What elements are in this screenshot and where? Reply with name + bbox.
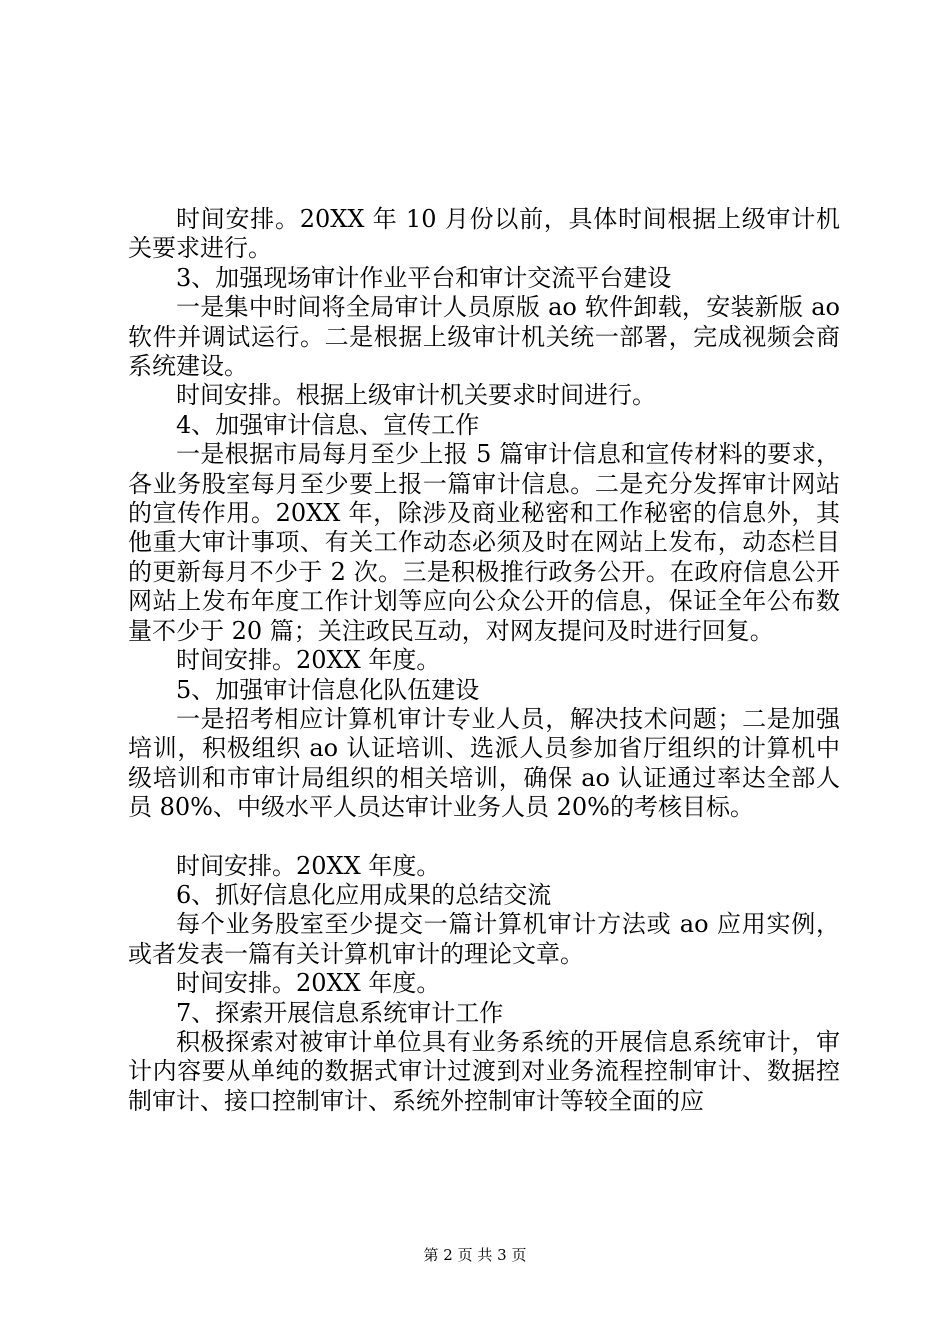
paragraph-gap [128, 823, 840, 852]
paragraph: 时间安排。20XX 年度。 [176, 851, 441, 880]
section-heading: 5、加强审计信息化队伍建设 [176, 675, 480, 704]
page-footer: 第 2 页 共 3 页 [423, 1246, 527, 1264]
paragraph: 一是集中时间将全局审计人员原版 ao 软件卸载，安装新版 ao 软件并调试运行。二是根据上级审计机关统一部署，完成视频会商系统建设。 [128, 293, 840, 381]
paragraph: 时间安排。根据上级审计机关要求时间进行。 [176, 381, 656, 410]
section-heading: 3、加强现场审计作业平台和审计交流平台建设 [176, 263, 672, 292]
section-heading: 7、探索开展信息系统审计工作 [176, 998, 504, 1027]
section-heading: 6、抓好信息化应用成果的总结交流 [176, 880, 552, 909]
paragraph: 积极探索对被审计单位具有业务系统的开展信息系统审计，审计内容要从单纯的数据式审计过渡到对业务流程控制审计、数据控制审计、接口控制审计、系统外控制审计等较全面的应 [128, 1027, 840, 1115]
paragraph: 每个业务股室至少提交一篇计算机审计方法或 ao 应用实例，或者发表一篇有关计算机审计的理论文章。 [128, 910, 840, 968]
paragraph: 一是招考相应计算机审计专业人员，解决技术问题；二是加强培训，积极组织 ao 认证培训、选派人员参加省厅组织的计算机中级培训和市审计局组织的相关培训，确保 ao 认证通过率达全部人员 80%、中级水平人员达审计业务人员 20%的考核目标。 [128, 704, 840, 822]
paragraph: 一是根据市局每月至少上报 5 篇审计信息和宣传材料的要求，各业务股室每月至少要上报一篇审计信息。二是充分发挥审计网站的宣传作用。20XX 年，除涉及商业秘密和工作秘密的信息外，其他重大审计事项、有关工作动态必须及时在网站上发布，动态栏目的更新每月不少于 2 次。三是积极推行政务公开。在政府信息公开网站上发布年度工作计划等应向公众公开的信息，保证全年公布数量不少于 20 篇；关注政民互动，对网友提问及时进行回复。 [128, 440, 840, 645]
document-body [128, 205, 840, 1116]
paragraph: 时间安排。20XX 年度。 [176, 969, 441, 998]
paragraph: 时间安排。20XX 年 10 月份以前，具体时间根据上级审计机关要求进行。 [128, 205, 840, 263]
section-heading: 4、加强审计信息、宣传工作 [176, 410, 480, 439]
paragraph: 时间安排。20XX 年度。 [176, 646, 441, 675]
